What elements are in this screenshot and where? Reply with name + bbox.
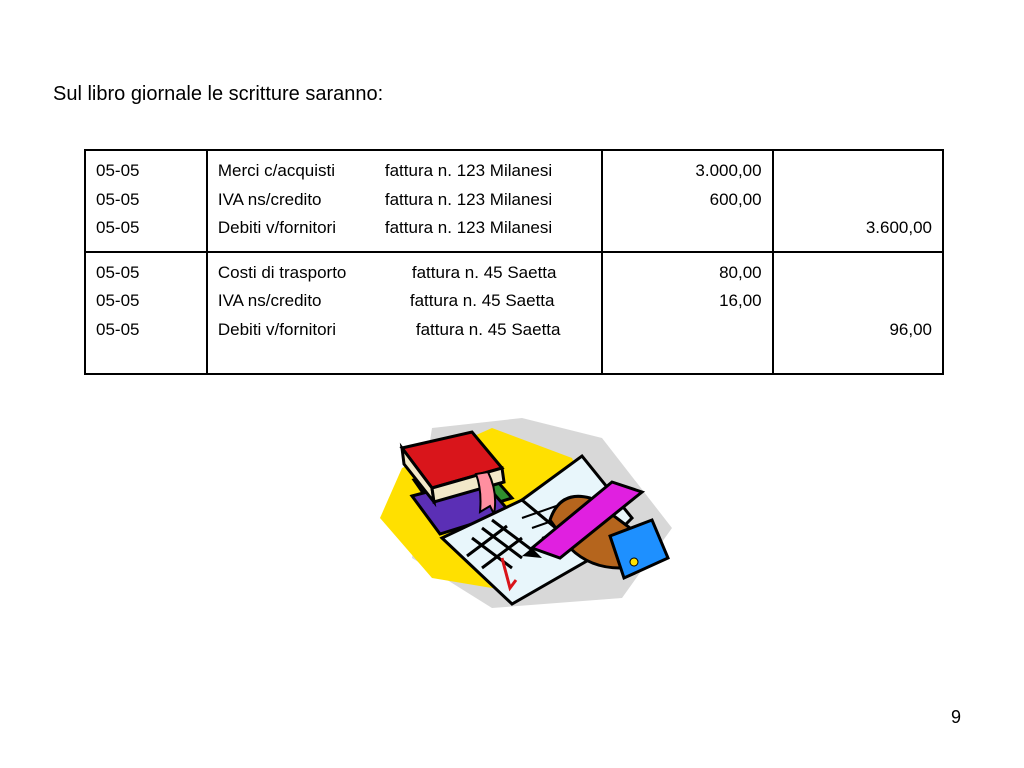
account-name: IVA ns/credito <box>217 189 322 209</box>
credit-amount: 96,00 <box>889 319 932 339</box>
date: 05-05 <box>96 161 140 180</box>
invoice-reference: fattura n. 45 Saetta <box>409 291 555 310</box>
debit-amount: 3.000,00 <box>695 161 762 180</box>
invoice-reference: fattura n. 45 Saetta <box>415 319 561 339</box>
account-name: Merci c/acquisti <box>217 161 336 180</box>
date: 05-05 <box>96 189 140 209</box>
credit-amount <box>784 259 932 288</box>
debit-amount <box>613 214 761 243</box>
credit-cell <box>773 252 943 374</box>
date-cell <box>85 252 207 374</box>
credit-amount: 3.600,00 <box>865 218 932 237</box>
date-cell <box>85 150 207 252</box>
account-name: Debiti v/fornitori <box>217 218 336 237</box>
account-name: Debiti v/fornitori <box>217 319 336 339</box>
debit-amount: 600,00 <box>709 189 762 209</box>
journal-entry-2 <box>85 252 943 374</box>
invoice-reference: fattura n. 123 Milanesi <box>384 161 553 180</box>
description-line <box>218 186 591 215</box>
date: 05-05 <box>96 218 140 237</box>
account-name: IVA ns/credito <box>217 291 322 310</box>
invoice-reference: fattura n. 45 Saetta <box>411 262 557 282</box>
debit-amount: 16,00 <box>719 291 762 310</box>
debit-amount: 80,00 <box>719 262 762 282</box>
page-title: Sul libro giornale le scritture saranno: <box>53 83 384 105</box>
debit-amount <box>613 316 761 345</box>
page-number: 9 <box>951 707 962 727</box>
date: 05-05 <box>96 291 140 310</box>
description-line <box>218 316 591 345</box>
description-line <box>218 259 591 288</box>
debit-cell <box>602 252 772 374</box>
description-line <box>218 214 591 243</box>
credit-amount <box>784 157 932 186</box>
description-cell <box>207 252 602 374</box>
date: 05-05 <box>96 319 140 339</box>
account-name: Costi di trasporto <box>217 262 347 282</box>
credit-amount <box>784 186 932 215</box>
description-line <box>218 287 591 316</box>
invoice-reference: fattura n. 123 Milanesi <box>384 218 553 237</box>
date: 05-05 <box>96 262 140 282</box>
credit-cell <box>773 150 943 252</box>
invoice-reference: fattura n. 123 Milanesi <box>384 189 553 209</box>
description-line <box>218 157 591 186</box>
books-and-journal-writing-clipart <box>372 408 684 620</box>
debit-cell <box>602 150 772 252</box>
journal-entry-1 <box>85 150 943 252</box>
journal-table <box>84 149 944 375</box>
description-cell <box>207 150 602 252</box>
credit-amount <box>784 287 932 316</box>
